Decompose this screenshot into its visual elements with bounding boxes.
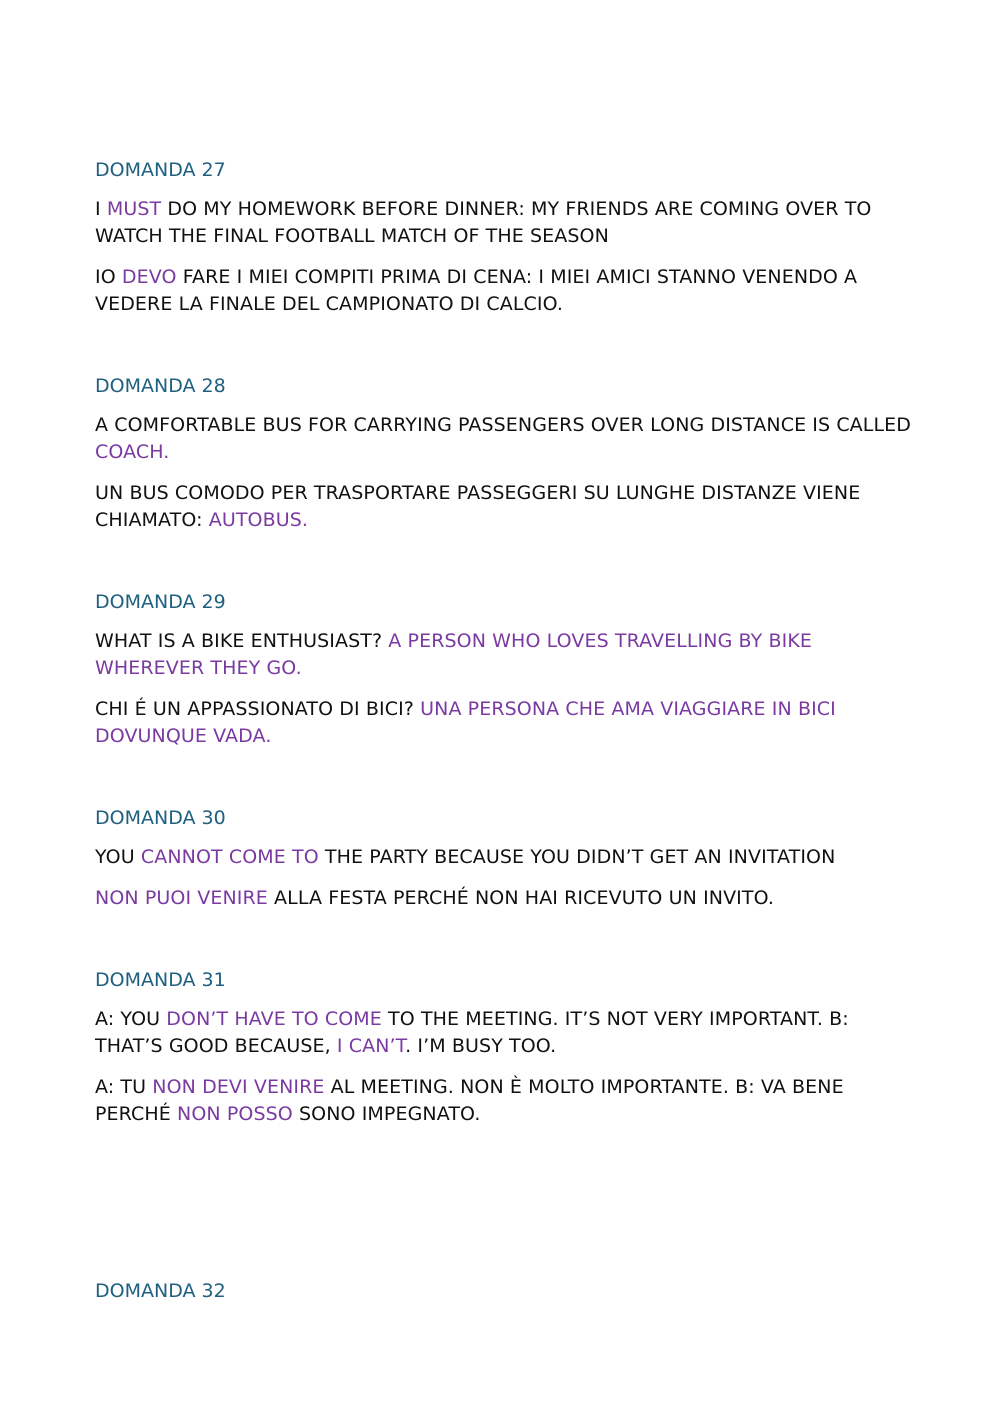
highlighted-answer: COACH.	[95, 441, 170, 463]
text-segment: THE PARTY BECAUSE YOU DIDN’T GET AN INVITATION	[318, 846, 836, 868]
question-32	[95, 1276, 915, 1306]
text-segment: TO THE MEETING. IT’S NOT VERY IMPORTANT. B: THAT’S GOOD BECAUSE,	[95, 1008, 849, 1057]
highlighted-answer: MUST	[106, 198, 162, 220]
english-sentence	[95, 412, 915, 466]
question-31	[95, 965, 915, 1128]
question-27	[95, 155, 915, 318]
text-segment: A COMFORTABLE BUS FOR CARRYING PASSENGERS OVER LONG DISTANCE IS CALLED	[95, 414, 911, 436]
text-segment: DO MY HOMEWORK BEFORE DINNER: MY FRIENDS ARE COMING OVER TO WATCH THE FINAL FOOTBALL MATCH OF THE SEASON	[95, 198, 872, 247]
highlighted-answer: CANNOT COME TO	[140, 846, 319, 868]
italian-sentence	[95, 696, 915, 750]
question-heading: DOMANDA 27	[95, 159, 226, 181]
english-sentence	[95, 1006, 915, 1060]
text-segment: A: TU	[95, 1076, 153, 1098]
highlighted-answer: DON’T HAVE TO COME	[166, 1008, 382, 1030]
highlighted-answer: NON PUOI VENIRE	[95, 887, 268, 909]
text-segment: SONO IMPEGNATO.	[292, 1103, 481, 1125]
question-heading: DOMANDA 32	[95, 1280, 226, 1302]
text-segment: I	[95, 198, 107, 220]
text-segment: YOU	[95, 846, 141, 868]
highlighted-answer: A PERSON WHO LOVES TRAVELLING BY BIKE WHEREVER THEY GO.	[95, 630, 812, 679]
question-heading: DOMANDA 29	[95, 591, 226, 613]
text-segment: ALLA FESTA PERCHÉ NON HAI RICEVUTO UN INVITO.	[267, 887, 775, 909]
highlighted-answer: DEVO	[121, 266, 177, 288]
question-heading: DOMANDA 30	[95, 807, 226, 829]
document-page	[95, 155, 915, 1317]
highlighted-answer: I CAN’T	[336, 1035, 406, 1057]
text-segment: FARE I MIEI COMPITI PRIMA DI CENA: I MIEI AMICI STANNO VENENDO A VEDERE LA FINALE DEL CAMPIONATO DI CALCIO.	[95, 266, 858, 315]
text-segment: WHAT IS A BIKE ENTHUSIAST?	[95, 630, 389, 652]
english-sentence	[95, 844, 915, 871]
text-segment: IO	[95, 266, 122, 288]
text-segment: UN BUS COMODO PER TRASPORTARE PASSEGGERI SU LUNGHE DISTANZE VIENE CHIAMATO:	[95, 482, 861, 531]
question-28	[95, 371, 915, 534]
highlighted-answer: UNA PERSONA CHE AMA VIAGGIARE IN BICI DOVUNQUE VADA.	[95, 698, 836, 747]
text-segment: . I’M BUSY TOO.	[405, 1035, 557, 1057]
italian-sentence	[95, 480, 915, 534]
english-sentence	[95, 196, 915, 250]
highlighted-answer: NON DEVI VENIRE	[152, 1076, 325, 1098]
italian-sentence	[95, 264, 915, 318]
text-segment: AL MEETING. NON È MOLTO IMPORTANTE. B: VA BENE PERCHÉ	[95, 1076, 844, 1125]
italian-sentence	[95, 885, 915, 912]
question-heading: DOMANDA 31	[95, 969, 226, 991]
english-sentence	[95, 628, 915, 682]
question-30	[95, 803, 915, 912]
highlighted-answer: NON POSSO	[177, 1103, 293, 1125]
italian-sentence	[95, 1074, 915, 1128]
question-29	[95, 587, 915, 750]
question-heading: DOMANDA 28	[95, 375, 226, 397]
highlighted-answer: AUTOBUS.	[208, 509, 309, 531]
text-segment: A: YOU	[95, 1008, 167, 1030]
text-segment: CHI É UN APPASSIONATO DI BICI?	[95, 698, 421, 720]
